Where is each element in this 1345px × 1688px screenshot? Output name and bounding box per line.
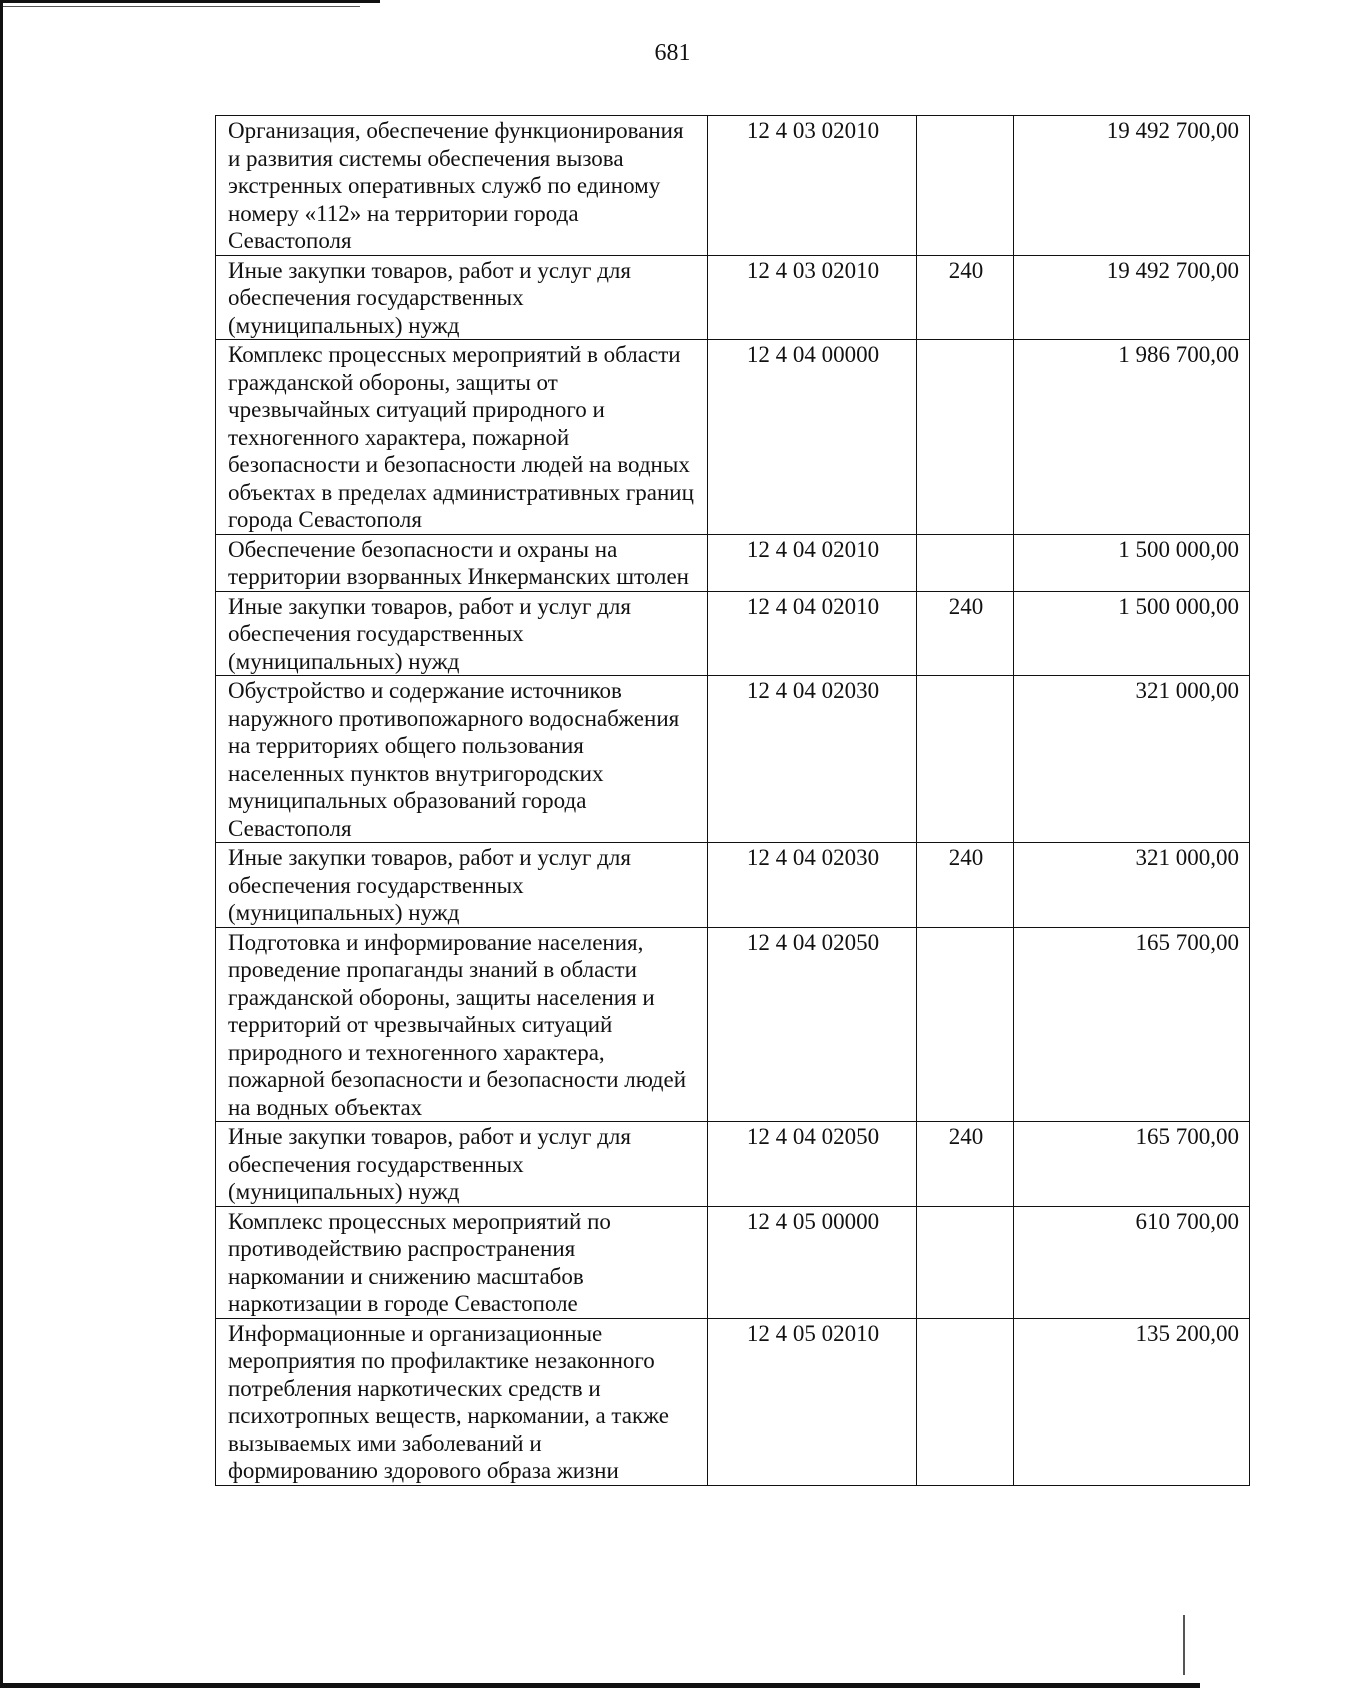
scan-edge-top: [0, 0, 380, 3]
table-row: [216, 116, 1250, 256]
row-amount: 165 700,00: [1014, 1122, 1250, 1207]
table-row: [216, 676, 1250, 843]
table-row: [216, 340, 1250, 535]
table-row: [216, 534, 1250, 591]
row-code: 12 4 04 02030: [708, 676, 917, 843]
row-code: 12 4 03 02010: [708, 116, 917, 256]
table-row: [216, 1206, 1250, 1318]
row-name: Комплекс процессных мероприятий в области гражданской обороны, защиты от чрезвычайных ситуаций природного и техногенного характера, пожарной безопасности и безопасности людей на водных объектах в пределах административных границ города Севастополя: [216, 340, 708, 535]
scan-edge-bottom: [0, 1683, 1200, 1688]
table-row: [216, 591, 1250, 676]
row-amount: 1 500 000,00: [1014, 534, 1250, 591]
row-expense-type: 240: [917, 843, 1014, 928]
row-code: 12 4 03 02010: [708, 255, 917, 340]
row-expense-type: 240: [917, 1122, 1014, 1207]
row-amount: 321 000,00: [1014, 676, 1250, 843]
row-name: Иные закупки товаров, работ и услуг для обеспечения государственных (муниципальных) нужд: [216, 843, 708, 928]
row-code: 12 4 05 00000: [708, 1206, 917, 1318]
table-row: [216, 255, 1250, 340]
table-row: [216, 843, 1250, 928]
row-code: 12 4 04 02030: [708, 843, 917, 928]
row-amount: 1 986 700,00: [1014, 340, 1250, 535]
row-name: Комплекс процессных мероприятий по противодействию распространения наркомании и снижению масштабов наркотизации в городе Севастополе: [216, 1206, 708, 1318]
scan-edge-right-mark: [1183, 1615, 1185, 1675]
row-expense-type: [917, 116, 1014, 256]
row-name: Обустройство и содержание источников наружного противопожарного водоснабжения на территориях общего пользования населенных пунктов внутригородских муниципальных образований города Севастополя: [216, 676, 708, 843]
row-name: Информационные и организационные мероприятия по профилактике незаконного потребления наркотических средств и психотропных веществ, наркомании, а также вызываемых ими заболеваний и формированию здорового образа жизни: [216, 1318, 708, 1485]
row-amount: 321 000,00: [1014, 843, 1250, 928]
row-code: 12 4 04 02010: [708, 534, 917, 591]
row-amount: 610 700,00: [1014, 1206, 1250, 1318]
row-expense-type: [917, 534, 1014, 591]
row-name: Обеспечение безопасности и охраны на территории взорванных Инкерманских штолен: [216, 534, 708, 591]
row-name: Подготовка и информирование населения, проведение пропаганды знаний в области гражданской обороны, защиты населения и территорий от чрезвычайных ситуаций природного и техногенного характера, пожарной безопасности и безопасности людей на водных объектах: [216, 927, 708, 1122]
row-expense-type: 240: [917, 255, 1014, 340]
row-amount: 19 492 700,00: [1014, 116, 1250, 256]
row-expense-type: [917, 676, 1014, 843]
scan-edge-top-thin: [0, 6, 360, 7]
row-expense-type: [917, 927, 1014, 1122]
row-code: 12 4 04 02050: [708, 927, 917, 1122]
row-code: 12 4 04 02010: [708, 591, 917, 676]
row-expense-type: [917, 1206, 1014, 1318]
row-amount: 135 200,00: [1014, 1318, 1250, 1485]
row-name: Иные закупки товаров, работ и услуг для обеспечения государственных (муниципальных) нужд: [216, 591, 708, 676]
row-amount: 19 492 700,00: [1014, 255, 1250, 340]
table-row: [216, 927, 1250, 1122]
table-row: [216, 1122, 1250, 1207]
row-amount: 1 500 000,00: [1014, 591, 1250, 676]
row-amount: 165 700,00: [1014, 927, 1250, 1122]
row-name: Организация, обеспечение функционирования и развития системы обеспечения вызова экстренных оперативных служб по единому номеру «112» на территории города Севастополя: [216, 116, 708, 256]
row-expense-type: [917, 1318, 1014, 1485]
row-code: 12 4 04 00000: [708, 340, 917, 535]
row-expense-type: [917, 340, 1014, 535]
table-row: [216, 1318, 1250, 1485]
budget-table: [215, 115, 1250, 1486]
row-code: 12 4 05 02010: [708, 1318, 917, 1485]
row-expense-type: 240: [917, 591, 1014, 676]
row-name: Иные закупки товаров, работ и услуг для обеспечения государственных (муниципальных) нужд: [216, 1122, 708, 1207]
scan-edge-left: [0, 0, 3, 1688]
page-number: 681: [654, 40, 691, 66]
row-name: Иные закупки товаров, работ и услуг для обеспечения государственных (муниципальных) нужд: [216, 255, 708, 340]
row-code: 12 4 04 02050: [708, 1122, 917, 1207]
